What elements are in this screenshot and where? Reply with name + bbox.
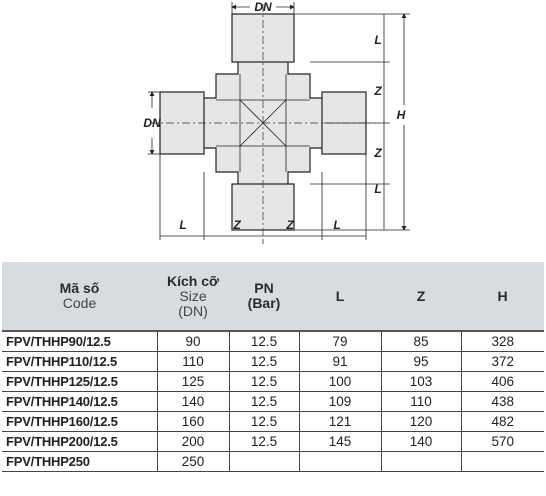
h-cell: 372 <box>461 352 544 372</box>
size-cell: 140 <box>157 392 229 412</box>
pn-cell: 12.5 <box>229 372 299 392</box>
l-top-label: L <box>374 33 382 47</box>
table-row <box>2 372 544 392</box>
z-cell: 140 <box>381 432 461 452</box>
z-cell: 120 <box>381 412 461 432</box>
table-row <box>2 432 544 452</box>
h-cell <box>461 452 544 472</box>
h-cell: 438 <box>461 392 544 412</box>
size-cell: 200 <box>157 432 229 452</box>
code-cell: FPV/THHP140/12.5 <box>2 392 157 412</box>
size-cell: 250 <box>157 452 229 472</box>
size-cell: 125 <box>157 372 229 392</box>
z-cell: 110 <box>381 392 461 412</box>
h-label: H <box>396 108 406 122</box>
l-cell: 109 <box>299 392 381 412</box>
l-header: L <box>299 262 381 331</box>
dn-top-label: DN <box>254 0 272 14</box>
h-cell: 482 <box>461 412 544 432</box>
l-cell: 121 <box>299 412 381 432</box>
z-lower-label: Z <box>374 146 382 160</box>
l-cell: 145 <box>299 432 381 452</box>
h-cell: 406 <box>461 372 544 392</box>
bottom-z-right-label: Z <box>286 218 294 232</box>
z-cell: 95 <box>381 352 461 372</box>
table-row <box>2 452 544 472</box>
code-header <box>2 262 157 331</box>
z-cell: 103 <box>381 372 461 392</box>
z-upper-label: Z <box>374 84 382 98</box>
pn-cell: 12.5 <box>229 432 299 452</box>
code-cell: FPV/THHP160/12.5 <box>2 412 157 432</box>
l-lower-label: L <box>374 182 382 196</box>
code-header-en: Code <box>62 295 97 311</box>
bottom-l-left-label: L <box>179 218 187 232</box>
l-cell: 91 <box>299 352 381 372</box>
pn-header-unit: (Bar) <box>247 295 281 311</box>
table-header-row <box>2 262 544 331</box>
dn-left-label: DN <box>143 116 161 130</box>
pn-cell: 12.5 <box>229 352 299 372</box>
table-row <box>2 331 544 352</box>
code-cell: FPV/THHP250 <box>2 452 157 472</box>
l-cell: 100 <box>299 372 381 392</box>
size-cell: 160 <box>157 412 229 432</box>
bottom-l-right-label: L <box>333 218 341 232</box>
size-cell: 90 <box>157 331 229 352</box>
pn-cell: 12.5 <box>229 331 299 352</box>
z-cell <box>381 452 461 472</box>
size-header <box>157 262 229 331</box>
pn-header <box>229 262 299 331</box>
spec-table <box>2 262 544 472</box>
code-cell: FPV/THHP200/12.5 <box>2 432 157 452</box>
table-row <box>2 412 544 432</box>
l-cell: 79 <box>299 331 381 352</box>
pn-cell: 12.5 <box>229 392 299 412</box>
pn-cell: 12.5 <box>229 412 299 432</box>
pn-header-label: PN <box>254 280 274 296</box>
size-header-en: Size <box>179 287 207 304</box>
table-row <box>2 392 544 412</box>
l-cell <box>299 452 381 472</box>
size-cell: 110 <box>157 352 229 372</box>
code-cell: FPV/THHP90/12.5 <box>2 331 157 352</box>
h-cell: 328 <box>461 331 544 352</box>
pn-cell <box>229 452 299 472</box>
code-header-vi: Mã số <box>59 280 100 296</box>
z-header: Z <box>381 262 461 331</box>
table-row <box>2 352 544 372</box>
bottom-z-left-label: Z <box>233 218 241 232</box>
code-cell: FPV/THHP110/12.5 <box>2 352 157 372</box>
h-cell: 570 <box>461 432 544 452</box>
z-cell: 85 <box>381 331 461 352</box>
h-header: H <box>461 262 544 331</box>
code-cell: FPV/THHP125/12.5 <box>2 372 157 392</box>
size-header-unit: (DN) <box>178 302 208 319</box>
size-header-vi: Kích cỡ <box>167 272 219 289</box>
